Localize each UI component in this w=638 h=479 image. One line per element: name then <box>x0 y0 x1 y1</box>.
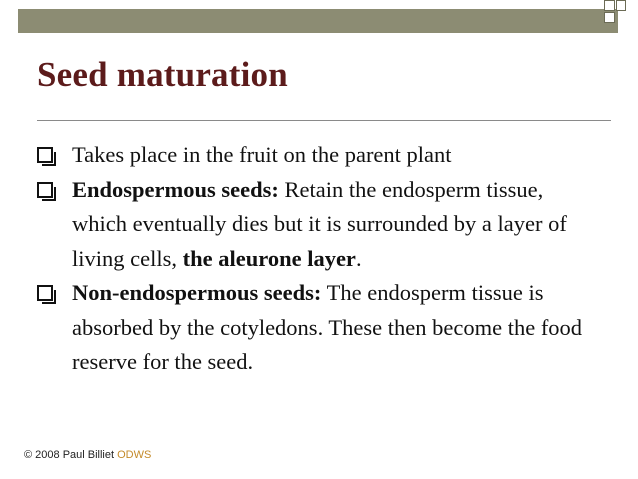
bullet-text: Takes place in the fruit on the parent plant <box>72 142 452 167</box>
bullet-item <box>0 138 638 173</box>
bullet-lead-term: Non-endospermous seeds: <box>72 280 322 305</box>
corner-square-icon <box>604 0 615 11</box>
title-divider <box>37 120 611 121</box>
bullet-text: The endosperm tissue is absorbed by the cotyledons. These then become the food reserve for the seed. <box>72 280 583 374</box>
bullet-tail: . <box>355 245 362 271</box>
bullet-item <box>0 173 638 277</box>
square-bullet-icon <box>37 285 53 301</box>
footer-copyright: © 2008 Paul Billiet <box>24 449 118 461</box>
footer <box>24 449 151 461</box>
bullet-list <box>0 138 638 380</box>
corner-square-icon <box>604 12 615 23</box>
bullet-item <box>0 276 638 380</box>
square-bullet-icon <box>37 147 53 163</box>
slide-title: Seed maturation <box>37 55 288 94</box>
square-bullet-icon <box>37 182 53 198</box>
bullet-text: Retain the endosperm tissue, which eventually dies but it is surrounded by a layer of living cells, <box>72 176 567 271</box>
footer-org: ODWS <box>117 449 152 461</box>
bullet-lead-term: Endospermous seeds: <box>72 176 279 202</box>
bullet-emphasis: the aleurone layer <box>182 245 356 271</box>
corner-square-icon <box>616 0 626 11</box>
top-decorative-bar <box>18 9 618 33</box>
